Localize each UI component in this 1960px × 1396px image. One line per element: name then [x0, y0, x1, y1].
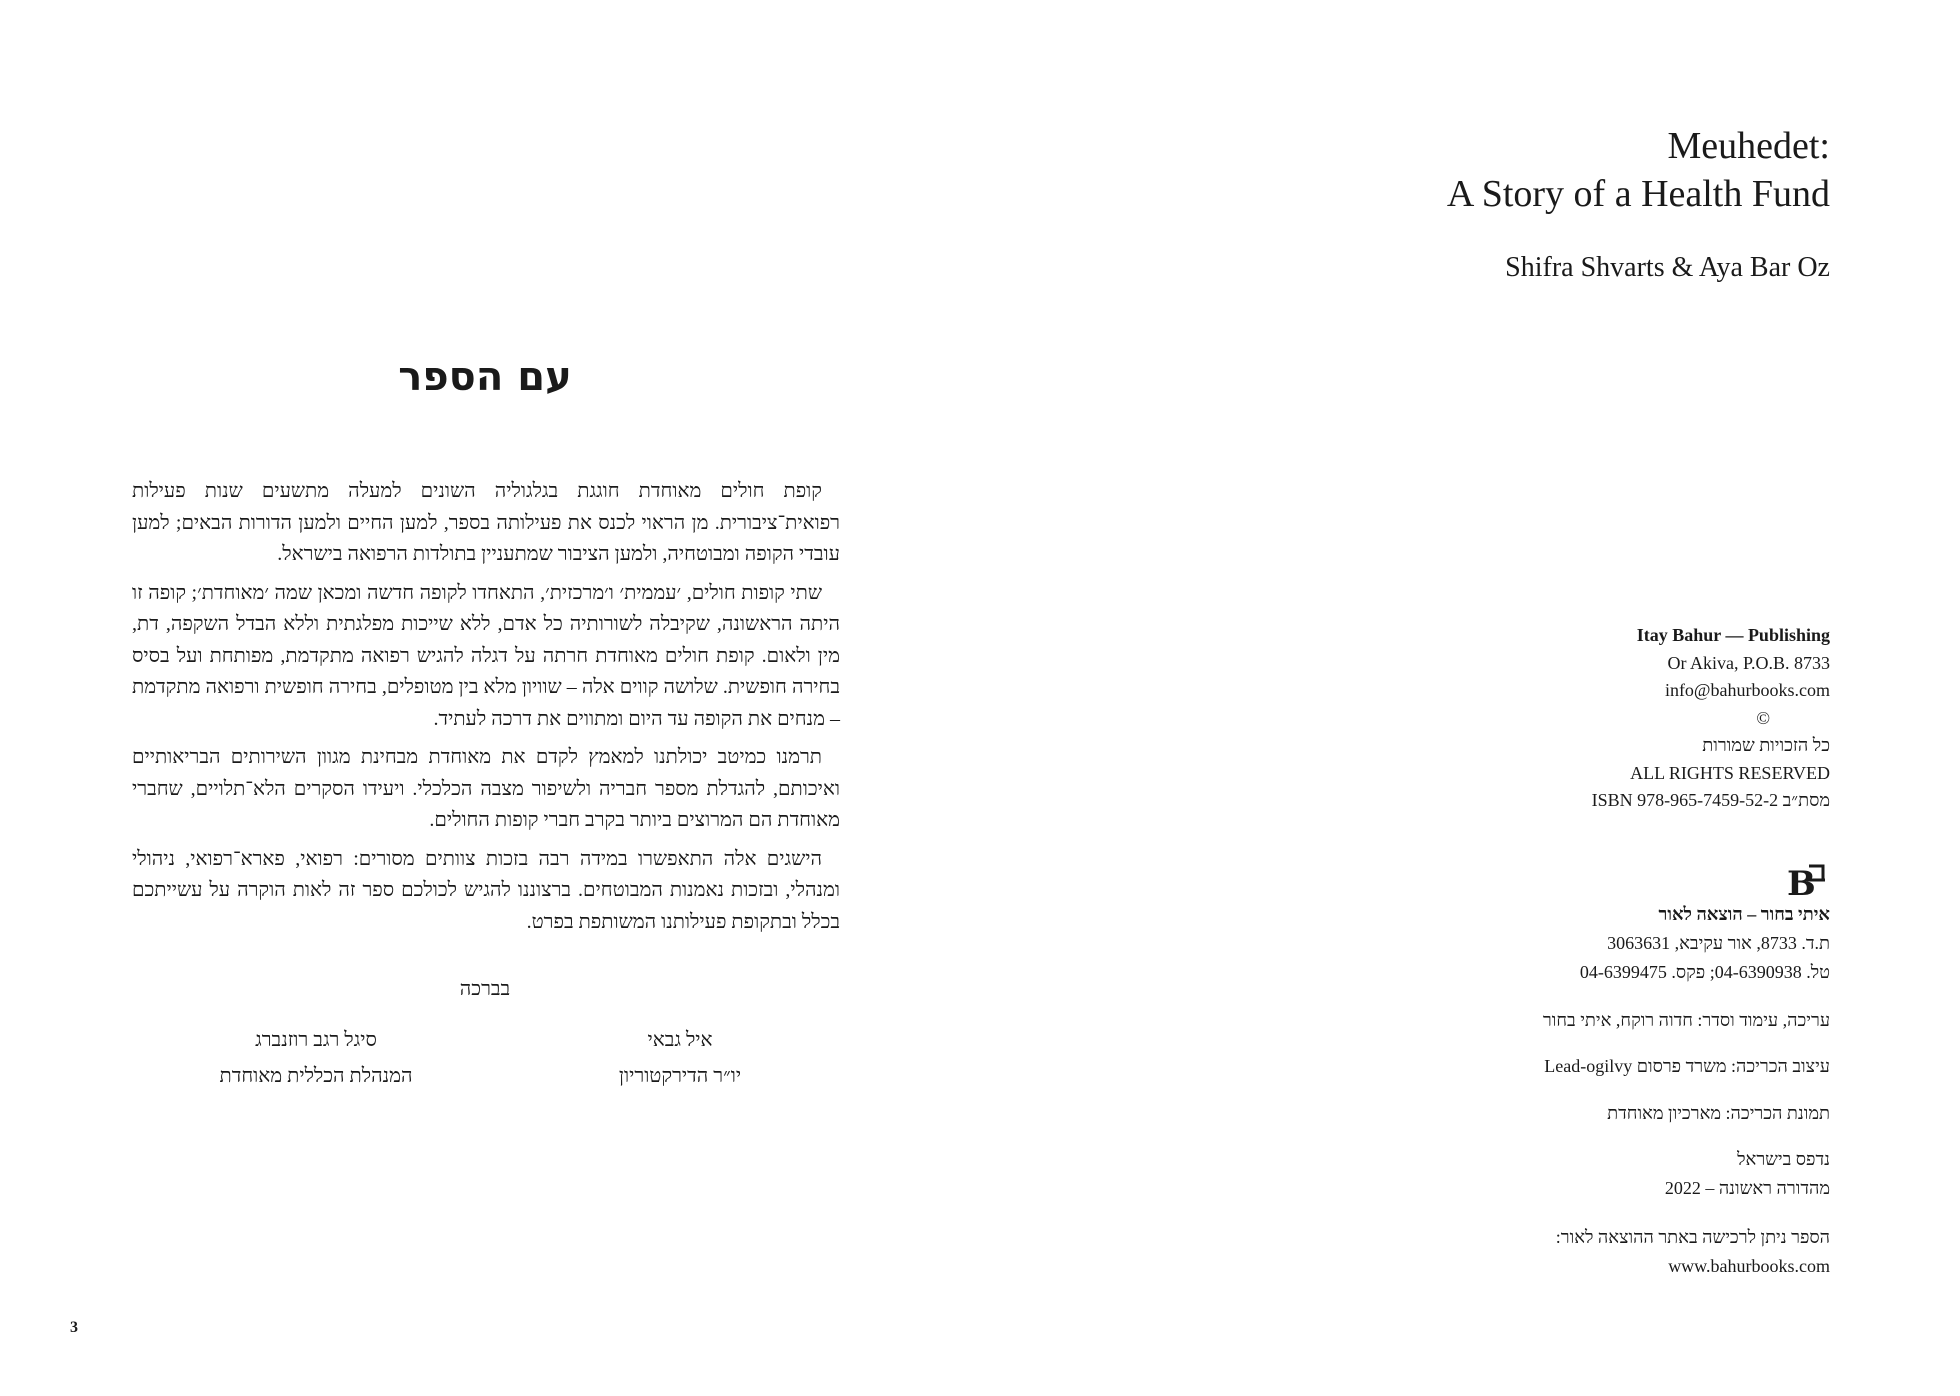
paragraph-3: תרמנו כמיטב יכולתנו למאמץ לקדם את מאוחדת מבחינת מגוון השירותים הבריאותיים ואיכותם, להגדלת מספר חבריה ולשיפור מצבה הכלכלי. ויעידו הסקרים הלא־תלויים, שחברי מאוחדת הם המרוצים ביותר בקרב חברי קופות החולים.	[132, 746, 840, 831]
signatory-role: המנהלת הכללית מאוחדת	[219, 1065, 413, 1087]
publisher-hebrew-address: ת.ד. 8733, אור עקיבא, 3063631	[1607, 933, 1830, 953]
body-text	[132, 476, 840, 945]
publisher-email: info@bahurbooks.com	[1664, 680, 1830, 700]
paragraph-1: קופת חולים מאוחדת חוגגת בגלגוליה השונים למעלה מתשעים שנות פעילות רפואית־ציבורית. מן הראוי לכנס את פעילותה בספר, למען החיים ולמען הדורות הבאים; למען עובדי הקופה ומבוטחיה, ולמען הציבור שמתעניין בתולדות הרפואה בישראל.	[132, 480, 840, 565]
publisher-name: Itay Bahur — Publishing	[1636, 625, 1830, 645]
signatory-chairman	[530, 1022, 830, 1094]
signatory-role: יו״ר הדירקטוריון	[618, 1065, 742, 1087]
page-title: עם הספר	[398, 354, 572, 400]
printed-in: נדפס בישראל	[1737, 1149, 1830, 1169]
signatory-name: איל גבאי	[647, 1029, 713, 1051]
publisher-address: Or Akiva, P.O.B. 8733	[1667, 652, 1830, 673]
book-title-line-2: A Story of a Health Fund	[1446, 173, 1830, 215]
signatory-name: סיגל רגב רוזנברג	[255, 1029, 377, 1051]
publisher-hebrew-name: איתי בחור – הוצאה לאור	[1658, 904, 1830, 924]
purchase-note: הספר ניתן לרכישה באתר ההוצאה לאור:	[1555, 1227, 1830, 1247]
book-title-line-1: Meuhedet:	[1667, 125, 1830, 167]
edition: מהדורה ראשונה – 2022	[1664, 1178, 1830, 1198]
credits-cover-design: עיצוב הכריכה: משרד פרסום Lead-ogilvy	[1544, 1056, 1830, 1076]
credits-cover-photo: תמונת הכריכה: מארכיון מאוחדת	[1607, 1103, 1830, 1123]
bet-bahur-logo-icon	[1787, 862, 1827, 898]
isbn: ISBN 978-965-7459-52-2 מסת״ב	[1591, 790, 1830, 810]
copyright-icon: ©	[1756, 707, 1770, 728]
website-link: www.bahurbooks.com	[1668, 1256, 1830, 1276]
right-page	[980, 0, 1960, 1396]
greeting: בברכה	[459, 978, 511, 1000]
paragraph-4: הישגים אלה התאפשרו במידה רבה בזכות צוותים מסורים: רפואי, פארא־רפואי, ניהולי ומנהלי, ובזכות נאמנות המבוטחים. ברצוננו להגיש לכולכם ספר זה לאות הוקרה על עשייתכם בכלל ובתקופת פעילותנו המשותפת בפרט.	[132, 847, 840, 933]
paragraph-2: שתי קופות חולים, ׳עממית׳ ו׳מרכזית׳, התאחדו לקופה חדשה ומכאן שמה ׳מאוחדת׳; קופה זו היתה הראשונה, שקיבלה לשורותיה כל אדם, ללא שייכות מפלגתית וללא הבדל השקפה, דת, מין ולאום. קופת חולים מאוחדת חרתה על דגלה להגיש רפואה מתקדמת, מפותחת ועל בסיס בחירה חופשית. שלושה קווים אלה – שוויון מלא בין מטופלים, בחירה חופשית ורפואה מתקדמת – מנחים את הקופה עד היום ומתווים את דרכה לעתיד.	[132, 581, 840, 730]
publisher-hebrew	[1310, 900, 1830, 987]
book-title	[1447, 122, 1830, 218]
rights-hebrew: כל הזכויות שמורות	[1702, 735, 1830, 755]
rights-english: ALL RIGHTS RESERVED	[1630, 762, 1830, 783]
publisher-hebrew-phone: טל. 04-6390938; פקס. 04-6399475	[1579, 962, 1830, 982]
signatory-ceo	[166, 1022, 466, 1094]
page-number: 3	[70, 1319, 78, 1336]
svg-text:B: B	[1787, 864, 1816, 898]
print-info	[1310, 1145, 1830, 1203]
authors: Shifra Shvarts & Aya Bar Oz	[1505, 252, 1830, 283]
purchase-info	[1310, 1223, 1830, 1281]
imprint-block	[1592, 622, 1830, 815]
credits-editing: עריכה, עימוד וסדר: חדוה רוקח, איתי בחור	[1542, 1010, 1830, 1030]
